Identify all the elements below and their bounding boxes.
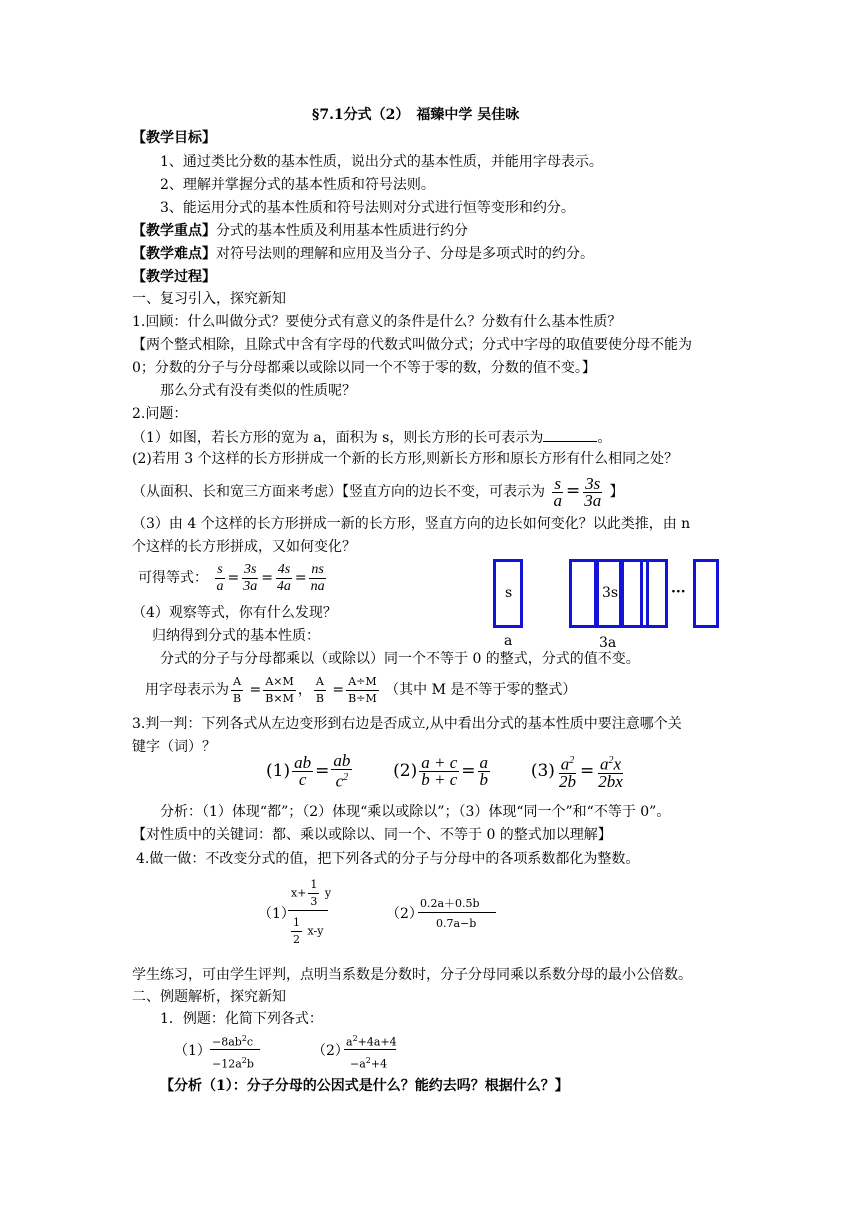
example-den-2: $-a^2+4$ — [350, 1056, 388, 1071]
fraction-bar — [344, 1049, 396, 1050]
fraction-s-over-a: $\frac{s}{a}$ — [553, 473, 562, 510]
process-heading: 【教学过程】 — [132, 269, 216, 285]
big-rect-width: 3a — [599, 635, 617, 651]
problem-3-line2: 个这样的长方形拼成，又如何变化？ — [132, 539, 356, 555]
problem-1 — [132, 427, 611, 447]
problem-2: (2)若用 3 个这样的长方形拼成一个新的长方形,则新长方形和原长方形有什么相同之处？ — [132, 451, 679, 467]
property-text: 分式的分子与分母都乘以（或除以）同一个不等于 0 的整式，分式的值不变。 — [160, 651, 640, 667]
problem-3-line1: （3）由 4 个这样的长方形拼成一新的长方形，竖直方向的边长如何变化？以此类推，由 n — [132, 516, 691, 532]
doit-den-1: $\frac{1}{2}$ x-y — [293, 916, 324, 946]
judge-line2: 键字（词）？ — [132, 739, 216, 755]
fraction-a-div-m: $\frac{A\div M}{B\div M}$ — [348, 674, 377, 705]
judge-expressions: (1) $\frac{ab}{c}$ = $\frac{ab}{c^2}$ (2) $\frac{a + c}{b + c}$ = $\frac{a}{b}$ (3) $\frac{a^2}{2b}$ = $\frac{a^2x}{2bx}$ — [266, 751, 623, 791]
judge-note: 【对性质中的关键词：都、乘以或除以、同一个、不等于 0 的整式加以理解】 — [132, 827, 612, 843]
doit-line: 4.做一做：不改变分式的值，把下列各式的分子与分母中的各项系数都化为整数。 — [136, 851, 640, 867]
fraction-a2x-2bx: $\frac{a^2x}{2bx}$ — [598, 754, 623, 791]
fraction-a-over-b: $\frac{a}{b}$ — [479, 753, 489, 789]
ellipsis: ··· — [671, 584, 686, 600]
induce-text: 归纳得到分式的基本性质： — [152, 628, 320, 644]
fraction-ab-c2: $\frac{ab}{c^2}$ — [333, 751, 351, 791]
judge-analysis: 分析：（1）体现“都”；（2）体现“乘以或除以”；（3）体现“同一个”和“不等于 0”。 — [160, 804, 671, 820]
example-text: 1．例题：化简下列各式： — [160, 1011, 323, 1027]
fraction-ns-na: $\frac{ns}{na}$ — [310, 561, 325, 594]
fraction-bar — [418, 912, 496, 913]
small-rect-label: s — [505, 585, 513, 601]
goal-item: 1、通过类比分数的基本性质，说出分式的基本性质，并能用字母表示。 — [160, 154, 603, 170]
big-rect-part — [693, 559, 719, 628]
difficulty-line — [132, 245, 594, 263]
fraction-bar — [288, 910, 328, 911]
page-title: §7.1分式（2） 福臻中学 吴佳咏 — [312, 107, 520, 123]
keypoint-text: 分式的基本性质及利用基本性质进行约分 — [216, 223, 468, 239]
judge-line1: 3.判一判：下列各式从左边变形到右边是否成立,从中看出分式的基本性质中要注意哪个关 — [132, 716, 682, 732]
example-num-1: $-8ab^2c$ — [212, 1034, 254, 1049]
judge-num-2: (2) — [393, 761, 418, 781]
follow-question: 那么分式有没有类似的性质呢？ — [160, 383, 356, 399]
problem-heading: 2.问题： — [132, 406, 188, 422]
keypoint-heading: 【教学重点】 — [132, 223, 216, 239]
goal-item: 3、能运用分式的基本性质和符号法则对分式进行恒等变形和约分。 — [160, 200, 575, 216]
example-analysis: 【分析（1）：分子分母的公因式是什么？能约去吗？根据什么？】 — [160, 1078, 569, 1094]
example-label-2: （2） — [312, 1043, 349, 1059]
fraction-s-a: $\frac{s}{a}$ — [216, 561, 224, 594]
example-num-2: $a^2+4a+4$ — [346, 1034, 397, 1049]
fraction-am-bm: $\frac{A\times M}{B\times M}$ — [265, 674, 294, 705]
fraction-a-b-2: $\frac{A}{B}$ — [315, 674, 324, 705]
goal-item: 2、理解并掌握分式的基本性质和符号法则。 — [160, 177, 435, 193]
review-answer-line2: 0；分数的分子与分母都乘以或除以同一个不等于零的数，分数的值不变。】 — [132, 360, 596, 376]
doit-label-1: （1） — [258, 906, 295, 922]
review-answer-line1: 【两个整式相除，且除式中含有字母的代数式叫做分式；分式中字母的取值要使分母不能为 — [132, 337, 692, 353]
difficulty-heading: 【教学难点】 — [132, 246, 216, 262]
fraction-4s-4a: $\frac{4s}{4a}$ — [276, 561, 291, 594]
problem-1-end: 。 — [597, 430, 612, 446]
fraction-a2-2b: $\frac{a^2}{2b}$ — [558, 754, 576, 791]
difficulty-text: 对符号法则的理解和应用及当分子、分母是多项式时的约分。 — [216, 246, 594, 262]
big-rect-label: 3s — [602, 585, 619, 601]
fraction-3s-3a: $\frac{3s}{3a}$ — [243, 561, 258, 594]
equation-line: 可得等式： $\frac{s}{a}$ = $\frac{3s}{3a}$ = $\frac{4s}{4a}$ = $\frac{ns}{na}$ — [138, 561, 325, 594]
example-den-1: $-12a^2b$ — [212, 1056, 254, 1071]
doit-num-1: x+ $\frac{1}{3}$ y — [291, 878, 332, 908]
fraction-ab-c: $\frac{ab}{c}$ — [294, 753, 312, 789]
problem-2b: （从面积、长和宽三方面来考虑）【竖直方向的边长不变，可表示为 $\frac{s}{a}$ = $\frac{3s}{3a}$ 】 — [132, 473, 624, 510]
goals-heading: 【教学目标】 — [132, 130, 216, 146]
letters-label: 用字母表示为 — [145, 682, 229, 698]
doit-den-2: 0.7a−b — [436, 917, 477, 930]
problem-2b-text: （从面积、长和宽三方面来考虑）【竖直方向的边长不变，可表示为 — [132, 484, 545, 500]
review-question: 1.回顾：什么叫做分式？要使分式有意义的条件是什么？分数有什么基本性质？ — [132, 314, 622, 330]
problem-4: （4）观察等式，你有什么发现？ — [132, 605, 337, 621]
section1-heading: 一、复习引入，探究新知 — [132, 291, 286, 307]
practice-text: 学生练习，可由学生评判，点明当系数是分数时，分子分母同乘以系数分母的最小公倍数。 — [132, 967, 692, 983]
doit-num-2: 0.2a＋0.5b — [420, 897, 480, 910]
big-rect-part — [640, 559, 668, 628]
small-rect-width: a — [504, 633, 513, 649]
fraction-bar — [210, 1049, 260, 1050]
fraction-apc-bpc: $\frac{a + c}{b + c}$ — [421, 753, 458, 789]
judge-num-1: (1) — [266, 761, 291, 781]
keypoint-line — [132, 222, 468, 240]
fraction-a-b: $\frac{A}{B}$ — [233, 674, 242, 705]
doit-label-2: （2） — [386, 906, 423, 922]
problem-2b-end: 】 — [609, 484, 624, 500]
judge-num-3: (3) — [530, 761, 555, 781]
letter-formula: 用字母表示为 $\frac{A}{B}$ = $\frac{A\times M}{B\times M}$ ， $\frac{A}{B}$ = $\frac{A\div M}{B\div M}$ （其中 M 是不等于零的整式） — [145, 674, 577, 705]
fraction-3s-over-3a: $\frac{3s}{3a}$ — [584, 473, 602, 510]
example-label-1: （1） — [174, 1043, 211, 1059]
answer-blank[interactable] — [543, 427, 597, 442]
equation-label: 可得等式： — [138, 570, 208, 586]
letters-note: （其中 M 是不等于零的整式） — [385, 682, 577, 698]
section2-heading: 二、例题解析，探究新知 — [132, 989, 286, 1005]
problem-1-text: （1）如图，若长方形的宽为 a，面积为 s，则长方形的长可表示为 — [132, 430, 544, 446]
